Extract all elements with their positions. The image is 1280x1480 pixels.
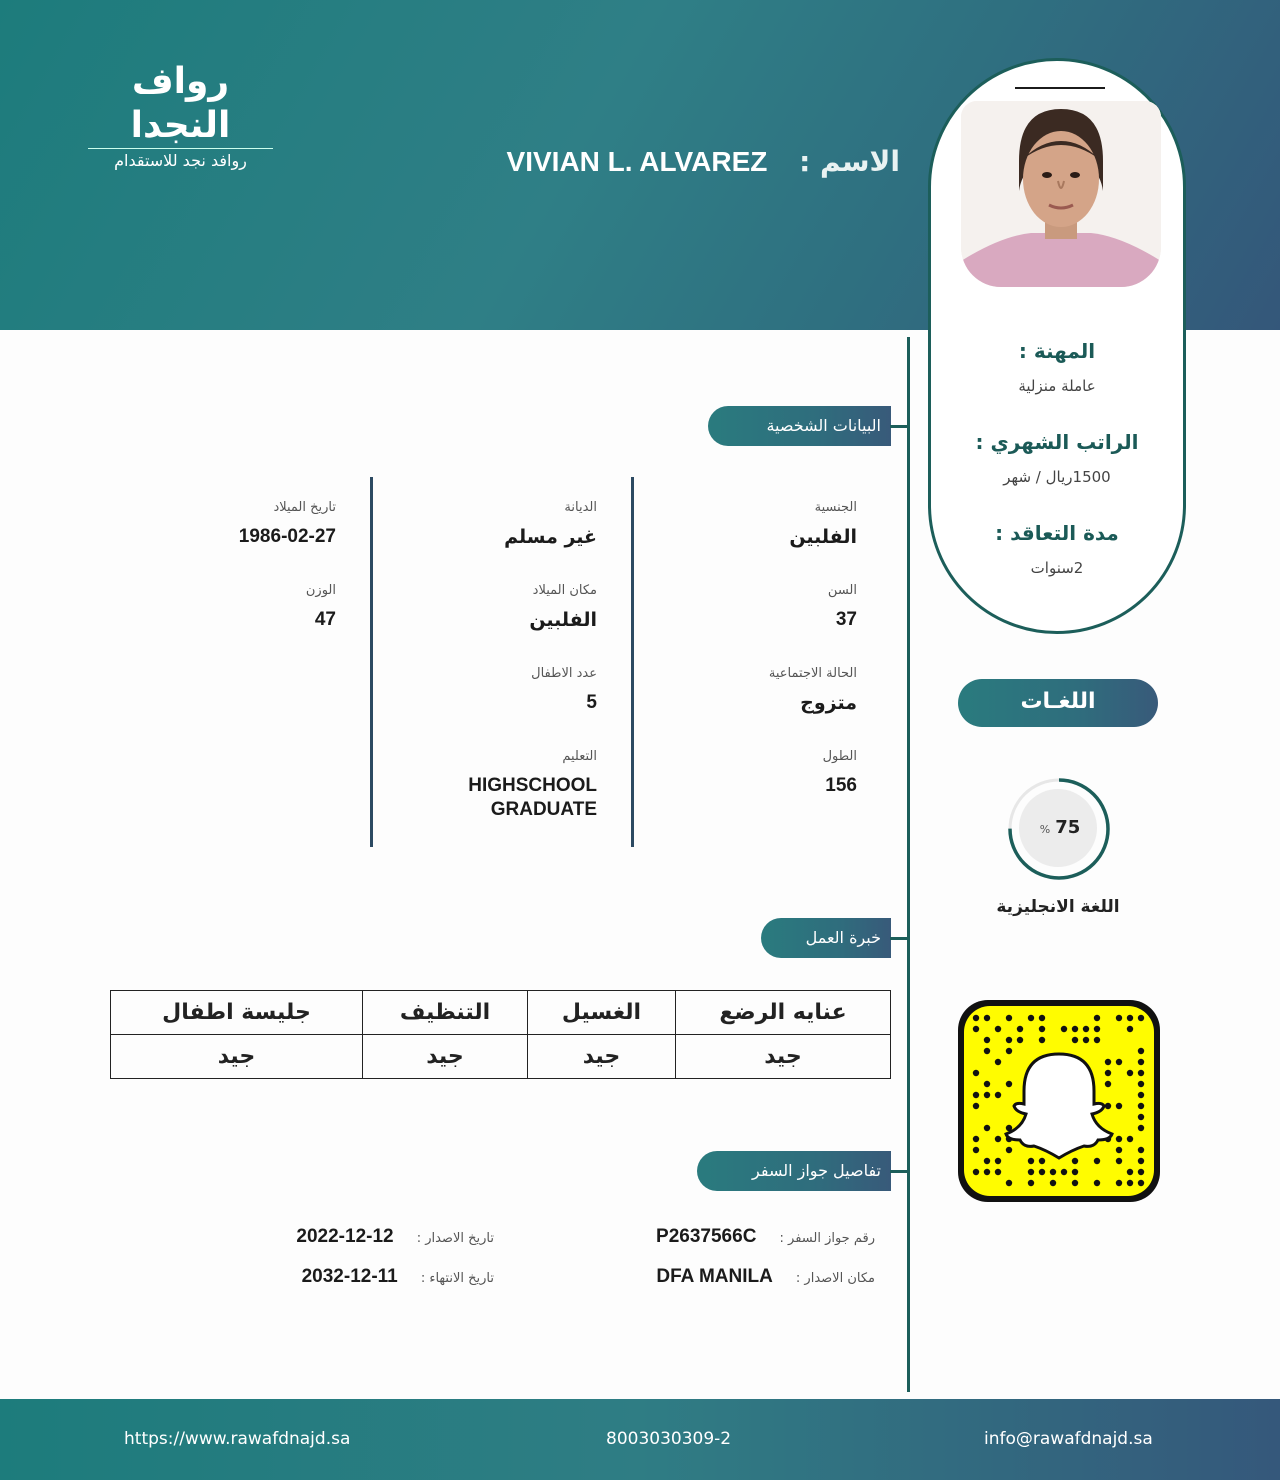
- section-personal-tick: [890, 425, 910, 428]
- skill-value: جيد: [676, 1035, 891, 1079]
- english-level-gauge: [1007, 777, 1111, 881]
- skills-value-row: [111, 1035, 891, 1079]
- profession-value: عاملة منزلية: [1018, 377, 1096, 395]
- skill-value: جيد: [111, 1035, 363, 1079]
- contract-block: [931, 521, 1183, 577]
- skill-header: الغسيل: [528, 991, 676, 1035]
- passport-number-value: P2637566C: [656, 1226, 757, 1247]
- passport-issue-date-row: [296, 1226, 494, 1248]
- worker-photo: [961, 101, 1161, 287]
- marital-label: الحالة الاجتماعية: [768, 666, 857, 681]
- religion-value: غير مسلم: [504, 526, 597, 548]
- company-logo: [88, 60, 273, 173]
- skills-table: [110, 990, 891, 1079]
- age-label: السن: [827, 583, 857, 598]
- weight-field: [106, 583, 336, 632]
- birthplace-field: [367, 583, 597, 632]
- nationality-label: الجنسية: [814, 500, 857, 515]
- marital-field: [627, 666, 857, 715]
- height-value: 156: [825, 775, 857, 796]
- skills-header-row: [111, 991, 891, 1035]
- passport-expiry-label: تاريخ الانتهاء :: [420, 1271, 494, 1286]
- section-experience-heading: خبرة العمل: [761, 918, 891, 958]
- passport-issue-place-row: [656, 1266, 875, 1288]
- skill-header: عنايه الرضع: [676, 991, 891, 1035]
- height-field: [627, 749, 857, 798]
- profession-label: المهنة :: [1018, 339, 1096, 363]
- section-personal-heading: البيانات الشخصية: [708, 406, 891, 446]
- salary-label: الراتب الشهري :: [975, 430, 1139, 454]
- education-line: GRADUATE: [490, 799, 597, 820]
- passport-number-row: [656, 1226, 875, 1248]
- education-line: HIGHSCHOOL: [468, 775, 597, 796]
- children-label: عدد الاطفال: [531, 666, 597, 681]
- marital-value: متزوج: [800, 692, 857, 714]
- phone-number[interactable]: 8003030309-2: [606, 1429, 732, 1449]
- profession-block: [931, 339, 1183, 395]
- religion-field: [367, 500, 597, 549]
- name-label: الاسم :: [799, 145, 900, 178]
- languages-heading: اللغـات: [958, 679, 1158, 727]
- dob-field: [106, 500, 336, 549]
- logo-subtitle: روافد نجد للاستقدام: [114, 151, 247, 170]
- salary-value: 1500ريال / شهر: [1003, 468, 1111, 486]
- profile-side-card: [928, 58, 1186, 634]
- education-value: [367, 774, 597, 822]
- education-label: التعليم: [562, 749, 597, 764]
- section-passport-tick: [890, 1170, 910, 1173]
- passport-expiry-value: 2032-12-11: [301, 1266, 398, 1287]
- snapcode[interactable]: [958, 1000, 1160, 1202]
- snapcode-body: [964, 1006, 1154, 1196]
- height-label: الطول: [822, 749, 857, 764]
- weight-label: الوزن: [305, 583, 336, 598]
- skill-header: التنظيف: [363, 991, 528, 1035]
- education-field: [367, 749, 597, 822]
- nationality-field: [627, 500, 857, 549]
- contract-label: مدة التعاقد :: [995, 521, 1119, 545]
- age-field: [627, 583, 857, 632]
- dob-label: تاريخ الميلاد: [273, 500, 336, 515]
- section-passport-heading: تفاصيل جواز السفر: [697, 1151, 891, 1191]
- footer: [0, 1399, 1280, 1480]
- timeline-line: [907, 337, 910, 1392]
- children-field: [367, 666, 597, 715]
- gauge-unit: %: [1039, 823, 1051, 836]
- religion-label: الديانة: [564, 500, 597, 515]
- nationality-value: الفلبين: [789, 526, 857, 548]
- salary-block: [931, 430, 1183, 486]
- skill-header: جليسة اطفال: [111, 991, 363, 1035]
- birthplace-value: الفلبين: [529, 609, 597, 631]
- skill-value: جيد: [363, 1035, 528, 1079]
- passport-issue-place-label: مكان الاصدار :: [795, 1271, 875, 1286]
- passport-issue-date-label: تاريخ الاصدار :: [416, 1231, 494, 1246]
- logo-mark: رواف النجدا: [88, 60, 273, 149]
- section-experience-tick: [890, 937, 910, 940]
- age-value: 37: [835, 609, 857, 630]
- passport-expiry-row: [302, 1266, 494, 1288]
- photo-divider: [1015, 87, 1105, 89]
- worker-name: VIVIAN L. ALVAREZ: [506, 146, 768, 177]
- passport-number-label: رقم جواز السفر :: [779, 1231, 875, 1246]
- gauge-center: [1019, 789, 1097, 867]
- gauge-value: 75: [1055, 817, 1081, 838]
- weight-value: 47: [314, 609, 336, 630]
- contract-value: 2سنوات: [1030, 559, 1084, 577]
- website-link[interactable]: https://www.rawafdnajd.sa: [124, 1429, 351, 1449]
- worker-name-row: [507, 145, 900, 178]
- dob-value: 1986-02-27: [238, 526, 336, 547]
- children-value: 5: [586, 692, 597, 713]
- birthplace-label: مكان الميلاد: [532, 583, 597, 598]
- passport-issue-place-value: DFA MANILA: [656, 1266, 773, 1287]
- passport-issue-date-value: 2022-12-12: [296, 1226, 394, 1247]
- skill-value: جيد: [528, 1035, 676, 1079]
- language-name: اللغة الانجليزية: [996, 897, 1120, 917]
- email-link[interactable]: info@rawafdnajd.sa: [984, 1429, 1153, 1449]
